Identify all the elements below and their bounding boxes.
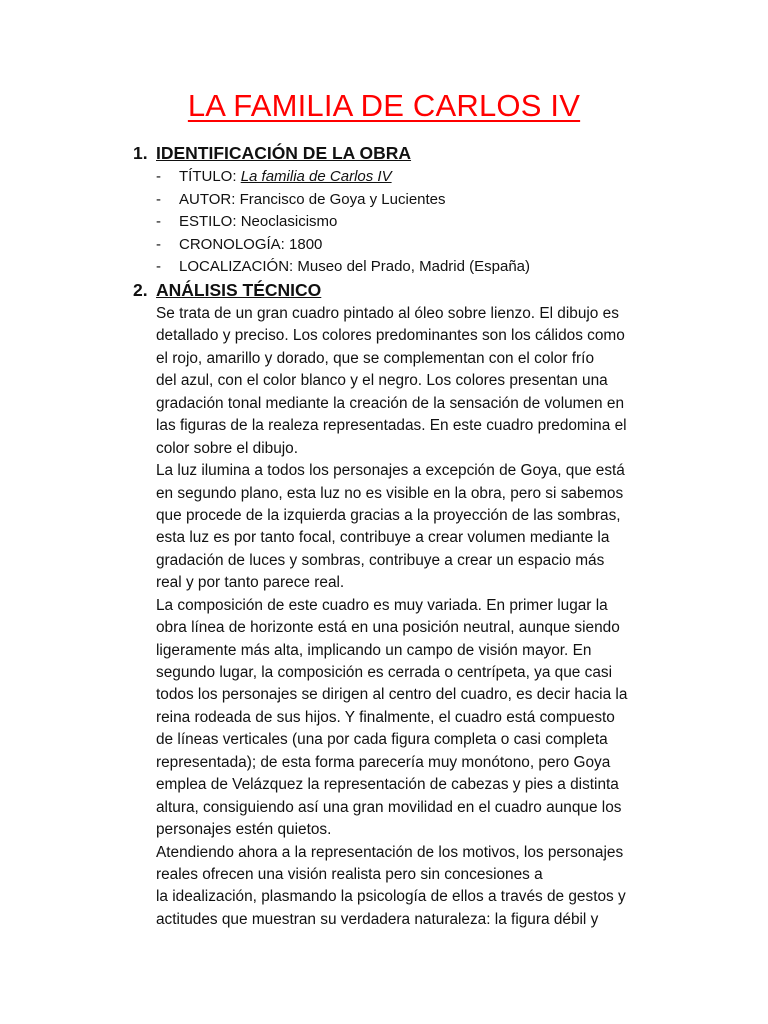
body-text-line: detallado y preciso. Los colores predominantes son los cálidos como xyxy=(156,327,625,345)
body-text-line: color sobre el dibujo. xyxy=(156,439,299,457)
section-heading-identificacion xyxy=(133,143,411,164)
body-text-line: que procede de la izquierda gracias a la proyección de las sombras, xyxy=(156,506,621,524)
body-text-line: esta luz es por tanto focal, contribuye a crear volumen mediante la xyxy=(156,529,610,547)
item-label: TÍTULO: xyxy=(179,168,237,185)
document-title: LA FAMILIA DE CARLOS IV xyxy=(187,88,581,123)
list-bullet: - xyxy=(156,168,161,185)
item-value: Francisco de Goya y Lucientes xyxy=(239,190,446,208)
body-text-line: personajes estén quietos. xyxy=(156,821,332,839)
item-label: ESTILO: xyxy=(179,213,237,230)
item-value: Neoclasicismo xyxy=(240,213,338,230)
item-value: Museo del Prado, Madrid (España) xyxy=(297,258,530,275)
body-text-line: reina rodeada de sus hijos. Y finalmente, el cuadro está compuesto xyxy=(156,708,615,726)
body-text-line: del azul, con el color blanco y el negro. Los colores presentan una xyxy=(156,372,608,390)
body-text-line: gradación tonal mediante la creación de la sensación de volumen en xyxy=(156,394,625,412)
body-text-line: La luz ilumina a todos los personajes a excepción de Goya, que está xyxy=(156,462,625,480)
body-text-line: real y por tanto parece real. xyxy=(156,574,345,592)
analysis-body-text xyxy=(156,303,676,931)
body-text-line: obra línea de horizonte está en una posición neutral, aunque siendo xyxy=(156,619,620,637)
body-text-line: Atendiendo ahora a la representación de los motivos, los personajes xyxy=(156,843,624,861)
body-text-line: las figuras de la realeza representadas. En este cuadro predomina el xyxy=(156,417,627,435)
body-text-line: de líneas verticales (una por cada figura completa o casi completa xyxy=(156,731,608,749)
list-item-cronologia xyxy=(156,234,530,257)
body-text-line: en segundo plano, esta luz no es visible en la obra, pero si sabemos xyxy=(156,484,624,502)
section-heading-text: ANÁLISIS TÉCNICO xyxy=(156,280,322,300)
item-value: 1800 xyxy=(289,235,323,253)
identification-list xyxy=(156,166,530,279)
list-item-localizacion xyxy=(156,256,530,279)
body-text-line: el rojo, amarillo y dorado, que se complementan con el color frío xyxy=(156,349,595,367)
list-bullet: - xyxy=(156,235,161,253)
artwork-title-value: La familia de Carlos IV xyxy=(240,168,392,185)
body-text-line: ligeramente más alta, implicando un campo de visión mayor. En xyxy=(156,641,592,659)
section-number: 1. xyxy=(133,143,148,163)
body-text-line: reales ofrecen una visión realista pero sin concesiones a xyxy=(156,865,543,883)
item-label: CRONOLOGÍA: xyxy=(179,235,285,253)
body-text-line: gradación de luces y sombras, contribuye a crear un espacio más xyxy=(156,551,605,569)
body-text-line: altura, consiguiendo así una gran movilidad en el cuadro aunque los xyxy=(156,798,622,816)
list-item-autor xyxy=(156,189,530,212)
list-bullet: - xyxy=(156,213,161,230)
section-number: 2. xyxy=(133,280,148,300)
body-text-line: la idealización, plasmando la psicología de ellos a través de gestos y xyxy=(156,888,626,906)
body-text-line: actitudes que muestran su verdadera naturaleza: la figura débil y xyxy=(156,910,599,928)
body-text-line: La composición de este cuadro es muy variada. En primer lugar la xyxy=(156,596,608,614)
section-heading-analisis xyxy=(133,280,321,301)
body-text-line: representada); de esta forma parecería muy monótono, pero Goya xyxy=(156,753,611,771)
list-bullet: - xyxy=(156,258,161,275)
section-heading-text: IDENTIFICACIÓN DE LA OBRA xyxy=(156,143,412,163)
body-text-line: segundo lugar, la composición es cerrada o centrípeta, ya que casi xyxy=(156,664,613,681)
body-text-line: emplea de Velázquez la representación de cabezas y pies a distinta xyxy=(156,776,619,794)
item-label: AUTOR: xyxy=(179,190,236,208)
list-item-estilo xyxy=(156,211,530,234)
list-item-titulo xyxy=(156,166,530,189)
body-text-line: todos los personajes se dirigen al centro del cuadro, es decir hacia la xyxy=(156,686,628,704)
list-bullet: - xyxy=(156,190,161,208)
item-label: LOCALIZACIÓN: xyxy=(179,258,294,275)
body-text-line: Se trata de un gran cuadro pintado al óleo sobre lienzo. El dibujo es xyxy=(156,305,619,322)
